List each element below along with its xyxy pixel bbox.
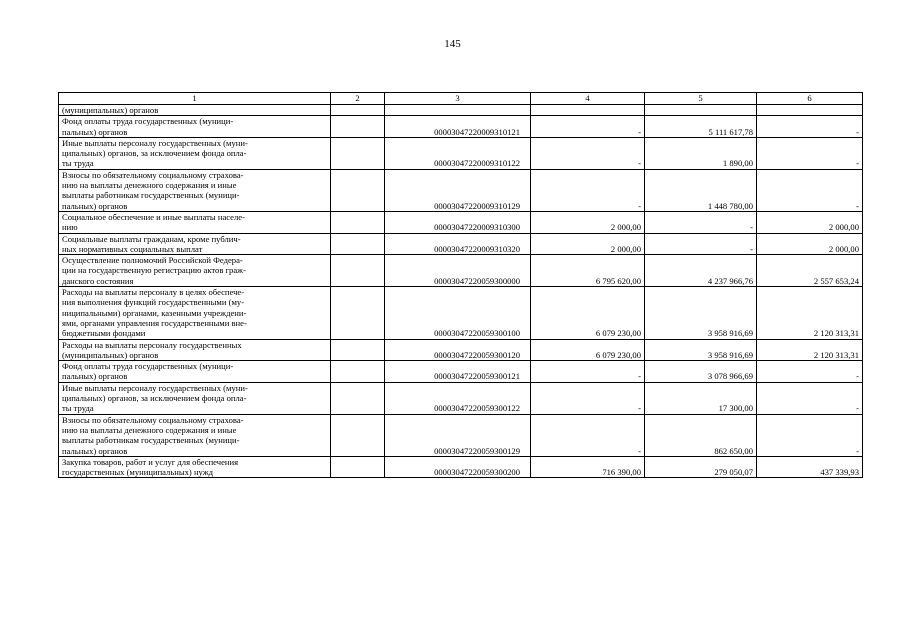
table-row bbox=[59, 287, 863, 339]
description-line: Закупка товаров, работ и услуг для обеспечения bbox=[62, 456, 239, 467]
row-column-2 bbox=[331, 414, 385, 456]
description-line: ниципальными) органами, казенными учреждени- bbox=[62, 307, 247, 318]
row-column-2 bbox=[331, 137, 385, 169]
description-line: Взносы по обязательному социальному страхова- bbox=[62, 414, 244, 425]
table-row bbox=[59, 414, 863, 456]
row-executed-amount: 17 300,00 bbox=[645, 382, 757, 414]
row-budget-code: 00003047220059300120 bbox=[385, 339, 531, 361]
row-column-2 bbox=[331, 382, 385, 414]
description-line: Иные выплаты персоналу государственных (муни- bbox=[62, 137, 248, 148]
description-line: (муниципальных) органов bbox=[62, 105, 159, 115]
description-line: нию bbox=[62, 222, 78, 233]
row-approved-amount: - bbox=[531, 382, 645, 414]
row-column-2 bbox=[331, 169, 385, 211]
row-budget-code bbox=[385, 105, 531, 116]
row-approved-amount: - bbox=[531, 116, 645, 138]
row-budget-code: 00003047220009310122 bbox=[385, 137, 531, 169]
row-description bbox=[59, 116, 331, 138]
table-row bbox=[59, 137, 863, 169]
row-description bbox=[59, 287, 331, 339]
row-unexecuted-amount: 2 000,00 bbox=[757, 233, 863, 255]
row-unexecuted-amount: - bbox=[757, 137, 863, 169]
row-budget-code: 00003047220009310121 bbox=[385, 116, 531, 138]
description-line: пальных) органов bbox=[62, 126, 128, 137]
row-column-2 bbox=[331, 339, 385, 361]
row-executed-amount: 1 448 780,00 bbox=[645, 169, 757, 211]
row-executed-amount: 3 958 916,69 bbox=[645, 339, 757, 361]
row-budget-code: 00003047220009310300 bbox=[385, 211, 531, 233]
row-approved-amount: 2 000,00 bbox=[531, 233, 645, 255]
row-unexecuted-amount: 2 120 313,31 bbox=[757, 339, 863, 361]
row-budget-code: 00003047220059300000 bbox=[385, 255, 531, 287]
row-approved-amount: 716 390,00 bbox=[531, 456, 645, 478]
row-executed-amount: 3 078 966,69 bbox=[645, 361, 757, 383]
table-row bbox=[59, 361, 863, 383]
row-approved-amount: 6 795 620,00 bbox=[531, 255, 645, 287]
description-line: (муниципальных) органов bbox=[62, 349, 159, 360]
row-description bbox=[59, 414, 331, 456]
page-number: 145 bbox=[444, 38, 461, 50]
table-row bbox=[59, 255, 863, 287]
description-line: ями, органами управления государственными вне- bbox=[62, 317, 247, 328]
row-description bbox=[59, 382, 331, 414]
row-approved-amount: 6 079 230,00 bbox=[531, 287, 645, 339]
description-line: ных нормативных социальных выплат bbox=[62, 243, 203, 254]
row-column-2 bbox=[331, 116, 385, 138]
row-budget-code: 00003047220059300100 bbox=[385, 287, 531, 339]
description-line: ципальных) органов, за исключением фонда опла- bbox=[62, 148, 247, 159]
row-description bbox=[59, 211, 331, 233]
row-budget-code: 00003047220009310129 bbox=[385, 169, 531, 211]
table-row bbox=[59, 339, 863, 361]
row-approved-amount: 6 079 230,00 bbox=[531, 339, 645, 361]
description-line: государственных (муниципальных) нужд bbox=[62, 467, 214, 478]
budget-table bbox=[58, 92, 863, 478]
row-unexecuted-amount: - bbox=[757, 382, 863, 414]
row-unexecuted-amount: - bbox=[757, 361, 863, 383]
row-column-2 bbox=[331, 456, 385, 478]
column-header: 4 bbox=[531, 93, 645, 105]
row-description bbox=[59, 339, 331, 361]
table-row bbox=[59, 211, 863, 233]
row-description bbox=[59, 169, 331, 211]
table-row bbox=[59, 456, 863, 478]
description-line: Фонд оплаты труда государственных (муници- bbox=[62, 361, 234, 372]
row-column-2 bbox=[331, 287, 385, 339]
row-column-2 bbox=[331, 233, 385, 255]
row-budget-code: 00003047220059300129 bbox=[385, 414, 531, 456]
row-executed-amount: 3 958 916,69 bbox=[645, 287, 757, 339]
row-executed-amount: 1 890,00 bbox=[645, 137, 757, 169]
row-budget-code: 00003047220059300122 bbox=[385, 382, 531, 414]
description-line: ты труда bbox=[62, 403, 94, 414]
description-line: Иные выплаты персоналу государственных (муни- bbox=[62, 382, 248, 393]
row-description bbox=[59, 105, 331, 116]
row-unexecuted-amount: 437 339,93 bbox=[757, 456, 863, 478]
description-line: нию на выплаты денежного содержания и иные bbox=[62, 424, 237, 435]
row-budget-code: 00003047220059300200 bbox=[385, 456, 531, 478]
description-line: Социальное обеспечение и иные выплаты населе- bbox=[62, 211, 245, 222]
row-description bbox=[59, 456, 331, 478]
description-line: выплаты работникам государственных (муници- bbox=[62, 435, 240, 446]
row-budget-code: 00003047220059300121 bbox=[385, 361, 531, 383]
row-approved-amount bbox=[531, 105, 645, 116]
row-unexecuted-amount: 2 120 313,31 bbox=[757, 287, 863, 339]
table-header-row bbox=[59, 93, 863, 105]
row-column-2 bbox=[331, 361, 385, 383]
row-description bbox=[59, 233, 331, 255]
description-line: пальных) органов bbox=[62, 445, 128, 456]
row-approved-amount: - bbox=[531, 414, 645, 456]
description-line: Расходы на выплаты персоналу в целях обеспече- bbox=[62, 287, 245, 298]
description-line: ципальных) органов, за исключением фонда опла- bbox=[62, 393, 247, 404]
row-unexecuted-amount: 2 557 653,24 bbox=[757, 255, 863, 287]
description-line: Осуществление полномочий Российской Федера- bbox=[62, 255, 243, 266]
row-column-2 bbox=[331, 211, 385, 233]
row-unexecuted-amount: - bbox=[757, 116, 863, 138]
description-line: Фонд оплаты труда государственных (муници- bbox=[62, 116, 234, 127]
description-line: Социальные выплаты гражданам, кроме публич- bbox=[62, 233, 241, 244]
row-budget-code: 00003047220009310320 bbox=[385, 233, 531, 255]
row-approved-amount: - bbox=[531, 361, 645, 383]
description-line: ты труда bbox=[62, 158, 94, 169]
table-row bbox=[59, 116, 863, 138]
description-line: ния выполнения функций государственными (му- bbox=[62, 297, 245, 308]
column-header: 2 bbox=[331, 93, 385, 105]
description-line: выплаты работникам государственных (муници- bbox=[62, 190, 240, 201]
row-unexecuted-amount: - bbox=[757, 169, 863, 211]
row-column-2 bbox=[331, 105, 385, 116]
row-executed-amount: 862 650,00 bbox=[645, 414, 757, 456]
description-line: пальных) органов bbox=[62, 200, 128, 211]
row-executed-amount: - bbox=[645, 211, 757, 233]
table-row bbox=[59, 105, 863, 116]
row-unexecuted-amount: 2 000,00 bbox=[757, 211, 863, 233]
row-executed-amount: 5 111 617,78 bbox=[645, 116, 757, 138]
column-header: 1 bbox=[59, 93, 331, 105]
row-column-2 bbox=[331, 255, 385, 287]
row-executed-amount: 4 237 966,76 bbox=[645, 255, 757, 287]
row-description bbox=[59, 255, 331, 287]
table-row bbox=[59, 169, 863, 211]
row-description bbox=[59, 361, 331, 383]
column-header: 3 bbox=[385, 93, 531, 105]
row-approved-amount: 2 000,00 bbox=[531, 211, 645, 233]
column-header: 5 bbox=[645, 93, 757, 105]
description-line: пальных) органов bbox=[62, 371, 128, 382]
description-line: данского состояния bbox=[62, 275, 134, 286]
description-line: ции на государственную регистрацию актов граж- bbox=[62, 265, 246, 276]
row-unexecuted-amount: - bbox=[757, 414, 863, 456]
row-unexecuted-amount bbox=[757, 105, 863, 116]
description-line: Расходы на выплаты персоналу государственных bbox=[62, 339, 242, 350]
row-executed-amount bbox=[645, 105, 757, 116]
table-row bbox=[59, 382, 863, 414]
description-line: Взносы по обязательному социальному страхова- bbox=[62, 169, 244, 180]
row-description bbox=[59, 137, 331, 169]
row-executed-amount: - bbox=[645, 233, 757, 255]
description-line: нию на выплаты денежного содержания и иные bbox=[62, 180, 237, 191]
table-row bbox=[59, 233, 863, 255]
row-approved-amount: - bbox=[531, 137, 645, 169]
column-header: 6 bbox=[757, 93, 863, 105]
description-line: бюджетными фондами bbox=[62, 328, 146, 339]
row-executed-amount: 279 050,07 bbox=[645, 456, 757, 478]
row-approved-amount: - bbox=[531, 169, 645, 211]
